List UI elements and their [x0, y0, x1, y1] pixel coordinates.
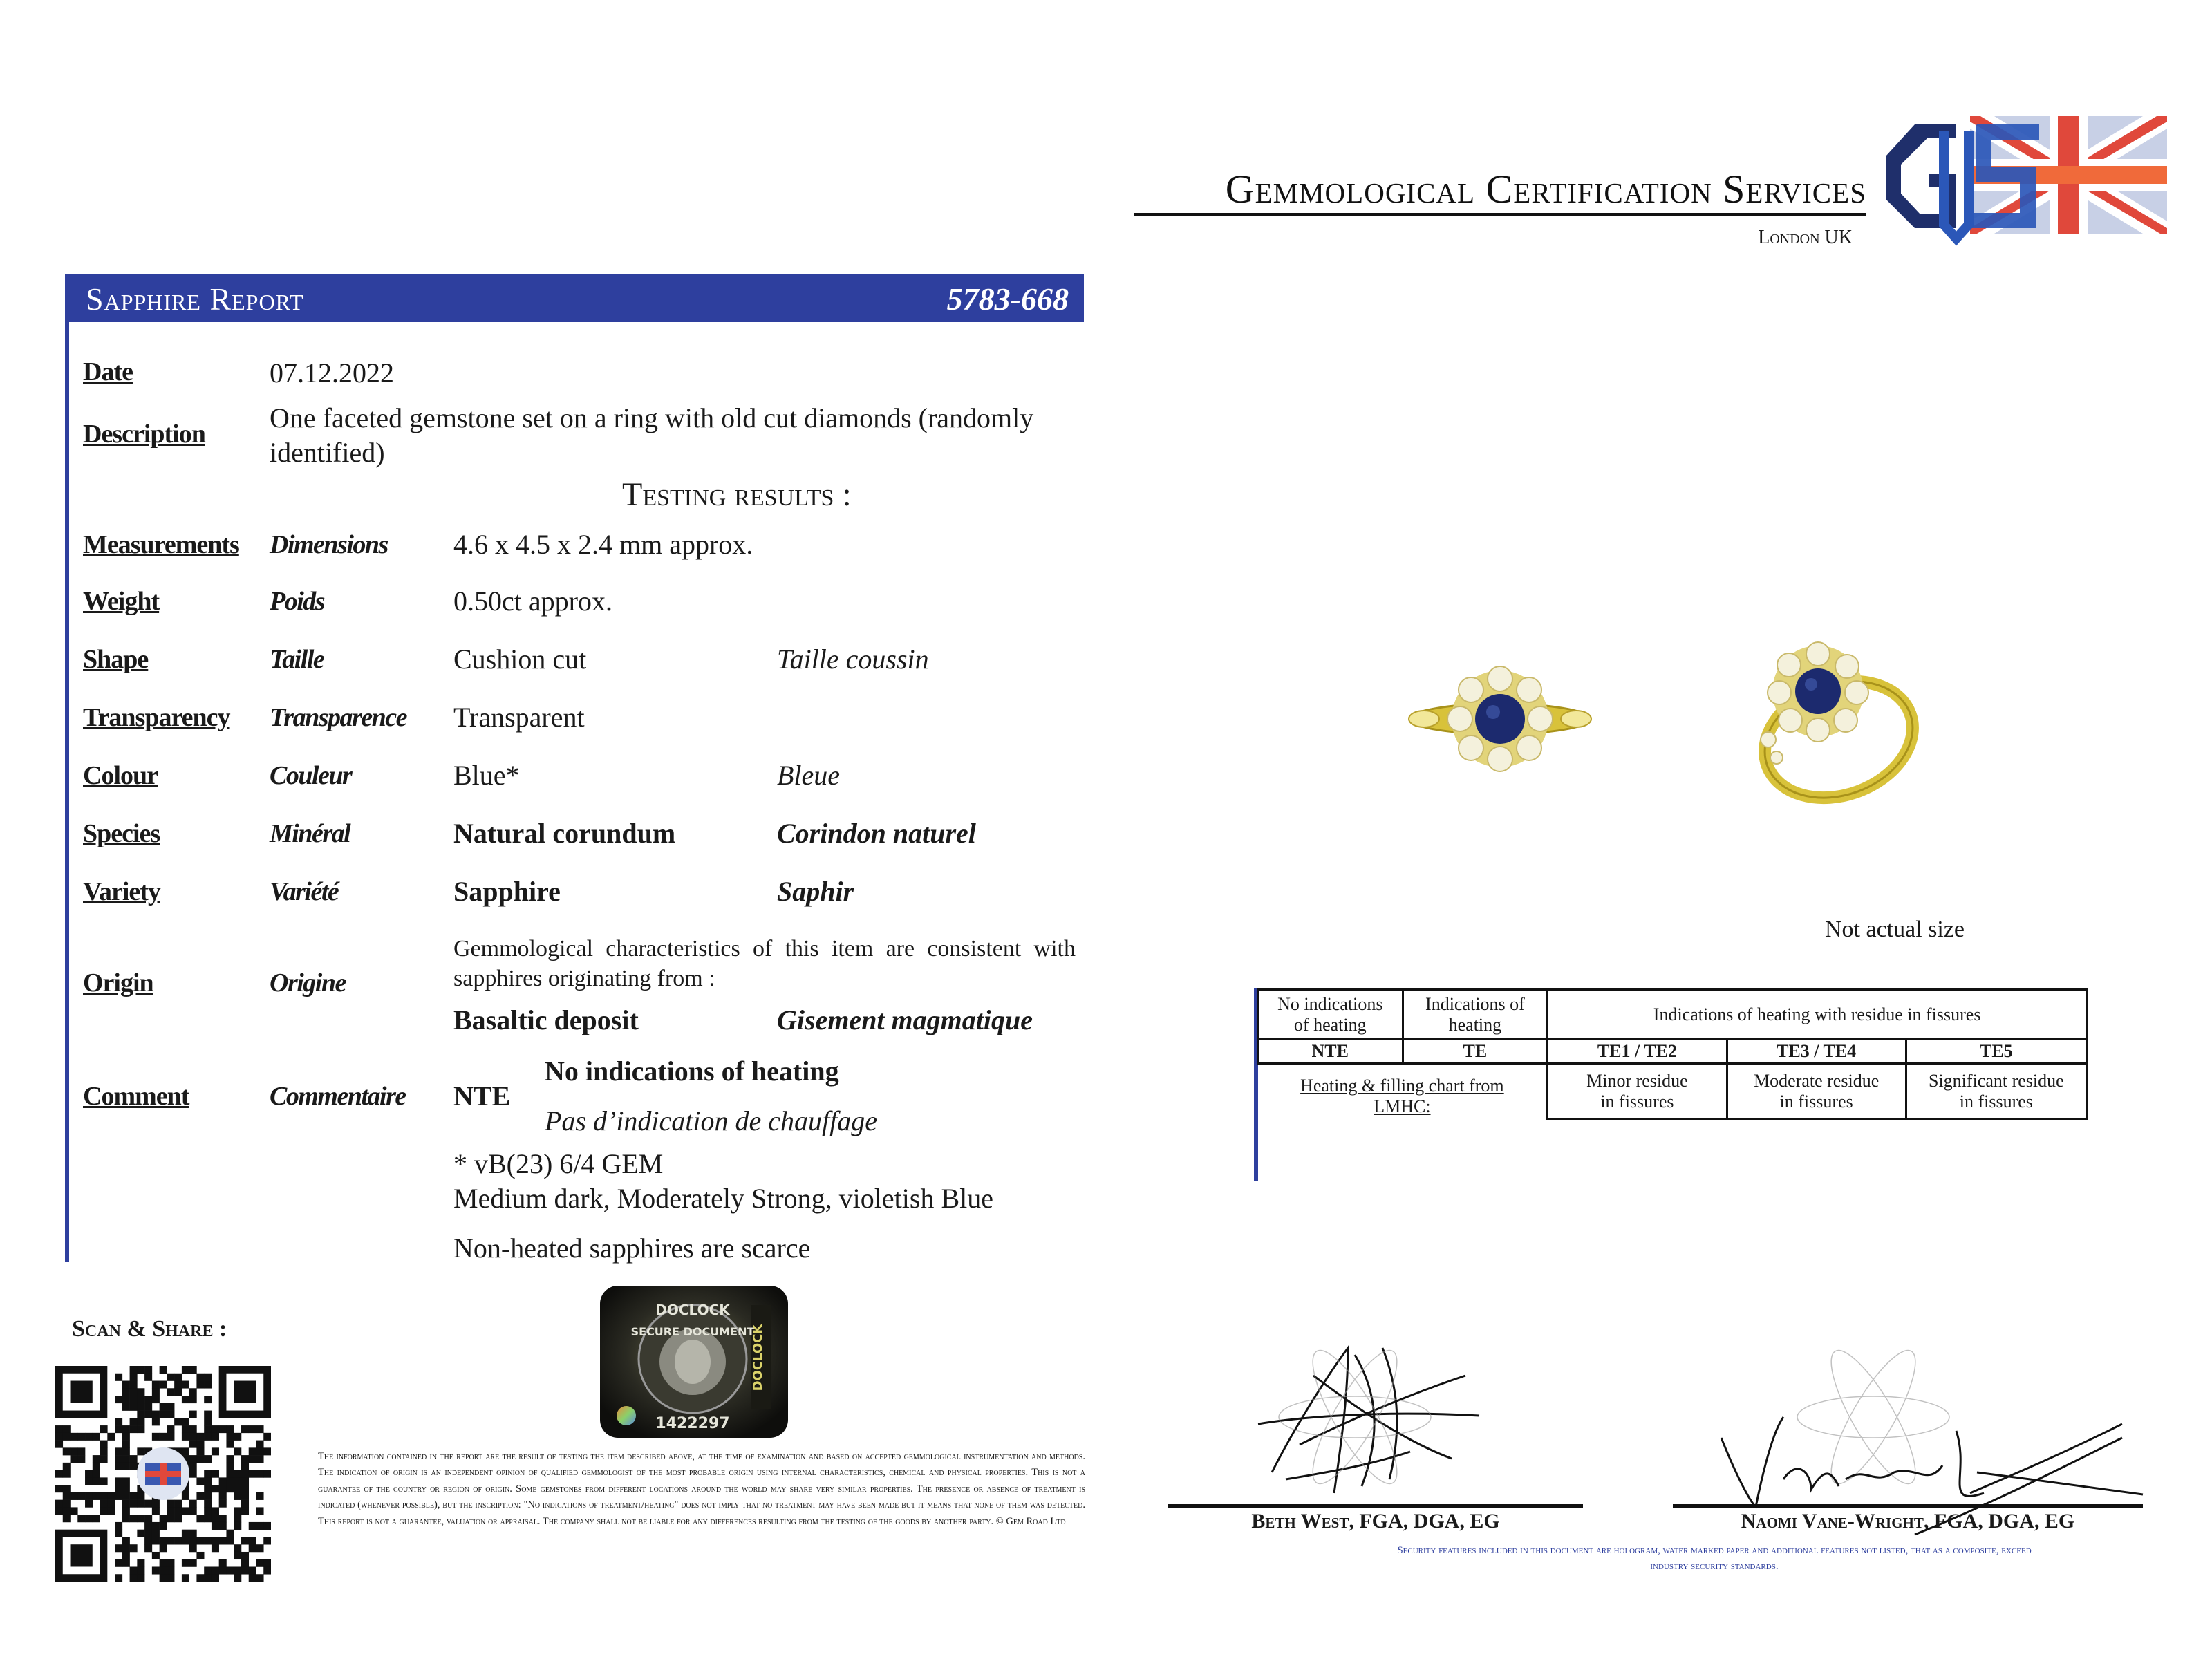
- transparency-label: Transparency: [83, 703, 230, 732]
- species-fr-label: Minéral: [270, 819, 350, 848]
- heating-header-te: Indications of heating: [1403, 990, 1548, 1040]
- comment-code: NTE: [453, 1080, 511, 1112]
- ring-photo-top-view: [1396, 650, 1604, 788]
- transparency-value: Transparent: [453, 702, 585, 733]
- origin-fr-value: Gisement magmatique: [777, 1004, 1033, 1035]
- report-header: [68, 274, 1084, 322]
- report-title: Sapphire Report: [86, 281, 304, 317]
- colour-label: Colour: [83, 761, 158, 790]
- heating-desc-minor: Minor residue in fissures: [1548, 1064, 1727, 1119]
- variety-fr-value: Saphir: [777, 876, 854, 907]
- description-value: One faceted gemstone set on a ring with old cut diamonds (randomly identified): [270, 402, 1034, 468]
- heating-table: [1257, 988, 2088, 1120]
- measurements-value: 4.6 x 4.5 x 2.4 mm approx.: [453, 529, 753, 560]
- heating-header-nte: No indications of heating: [1258, 990, 1403, 1040]
- qr-code[interactable]: [55, 1366, 271, 1582]
- signature-beth-west: [1244, 1334, 1493, 1514]
- transparency-fr-label: Transparence: [270, 703, 407, 732]
- colour-fr-label: Couleur: [270, 761, 352, 790]
- heating-header-residue: Indications of heating with residue in fissures: [1548, 990, 2087, 1040]
- weight-fr-label: Poids: [270, 587, 325, 616]
- origin-label: Origin: [83, 968, 153, 997]
- scarcity-note: Non-heated sapphires are scarce: [453, 1232, 811, 1264]
- origin-value: Basaltic deposit: [453, 1004, 639, 1035]
- heating-desc-significant: Significant residue in fissures: [1906, 1064, 2086, 1119]
- photo-caption: Not actual size: [1825, 917, 1965, 942]
- heating-desc-moderate: Moderate residue in fissures: [1727, 1064, 1906, 1119]
- header-rule: [1134, 213, 1866, 216]
- date-value: 07.12.2022: [270, 357, 394, 388]
- gcs-logo: [1866, 111, 2171, 249]
- color-code: * vB(23) 6/4 GEM: [453, 1148, 664, 1179]
- lmhc-chart-link[interactable]: Heating & filling chart from LMHC:: [1300, 1076, 1504, 1117]
- heating-code-te: TE: [1403, 1040, 1548, 1064]
- shape-fr-value: Taille coussin: [777, 644, 929, 675]
- hologram-serial: 1422297: [655, 1415, 730, 1432]
- measurements-label: Measurements: [83, 530, 239, 559]
- comment-text: No indications of heating: [545, 1056, 839, 1087]
- shape-label: Shape: [83, 645, 149, 674]
- weight-label: Weight: [83, 587, 160, 616]
- description-label: Description: [83, 420, 205, 449]
- hologram-seal: [599, 1284, 789, 1439]
- signature-line-left: [1168, 1504, 1583, 1508]
- signature-line-right: [1673, 1504, 2143, 1508]
- report-left-border: [65, 274, 69, 1262]
- heating-code-te3-te4: TE3 / TE4: [1727, 1040, 1906, 1064]
- scan-share-label: Scan & Share :: [72, 1316, 227, 1342]
- colour-fr-value: Bleue: [777, 760, 841, 791]
- date-label: Date: [83, 357, 133, 386]
- testing-results-heading: Testing results :: [622, 476, 852, 513]
- heating-code-te1-te2: TE1 / TE2: [1548, 1040, 1727, 1064]
- variety-value: Sapphire: [453, 876, 561, 907]
- shape-fr-label: Taille: [270, 645, 324, 674]
- security-note: Security features included in this document are hologram, water marked paper and additional features not listed, that as a composite, exceed industry security standards.: [1397, 1545, 2032, 1573]
- hologram-brand-vertical: DOCLOCK: [751, 1324, 765, 1391]
- hologram-ring-text: SECURE DOCUMENT: [630, 1325, 755, 1338]
- report-number: 5783-668: [946, 281, 1069, 317]
- disclaimer-text: The information contained in the report are the result of testing the item described above, at the time of examination and based on accepted gemmological instrumentation and methods. The indication of origin is an independent opinion of qualified gemmologist of the most probable origin using internal characteristics, chemical and physical properties. This is not a guarantee of the country or region of origin. Some gemstones from different locations around the world may share very similar properties. The presence or absence of treatment is indicated (whenever possible), but the inscription: "No indications of treatment/heating" does not imply that no treatment may have been made but it means that none of them was detected. This report is not a guarantee, valuation or appraisal. The company shall not be liable for any differences resulting from the testing of the goods by another party. © Gem Road Ltd: [318, 1451, 1085, 1527]
- origin-note: Gemmological characteristics of this item are consistent with sapphires originating from :: [453, 936, 1076, 991]
- heating-code-te5: TE5: [1906, 1040, 2086, 1064]
- org-name: Gemmological Certification Services: [1225, 167, 1866, 212]
- weight-value: 0.50ct approx.: [453, 585, 612, 617]
- color-description: Medium dark, Moderately Strong, violetish Blue: [453, 1183, 993, 1214]
- colour-value: Blue*: [453, 760, 520, 791]
- comment-fr-text: Pas d’indication de chauffage: [545, 1105, 878, 1136]
- ring-photo-side-view: [1728, 629, 1936, 809]
- measurements-fr-label: Dimensions: [270, 530, 388, 559]
- species-fr-value: Corindon naturel: [777, 818, 976, 849]
- signatory-right: Naomi Vane-Wright, FGA, DGA, EG: [1741, 1510, 2075, 1533]
- signatory-left: Beth West, FGA, DGA, EG: [1251, 1510, 1500, 1533]
- variety-fr-label: Variété: [270, 877, 339, 906]
- hologram-brand: DOCLOCK: [655, 1302, 730, 1318]
- origin-fr-label: Origine: [270, 968, 346, 997]
- species-label: Species: [83, 819, 160, 848]
- heating-code-nte: NTE: [1258, 1040, 1403, 1064]
- shape-value: Cushion cut: [453, 644, 587, 675]
- org-city: London UK: [1758, 227, 1853, 248]
- species-value: Natural corundum: [453, 818, 676, 849]
- comment-label: Comment: [83, 1082, 189, 1111]
- comment-fr-label: Commentaire: [270, 1082, 406, 1111]
- variety-label: Variety: [83, 877, 160, 906]
